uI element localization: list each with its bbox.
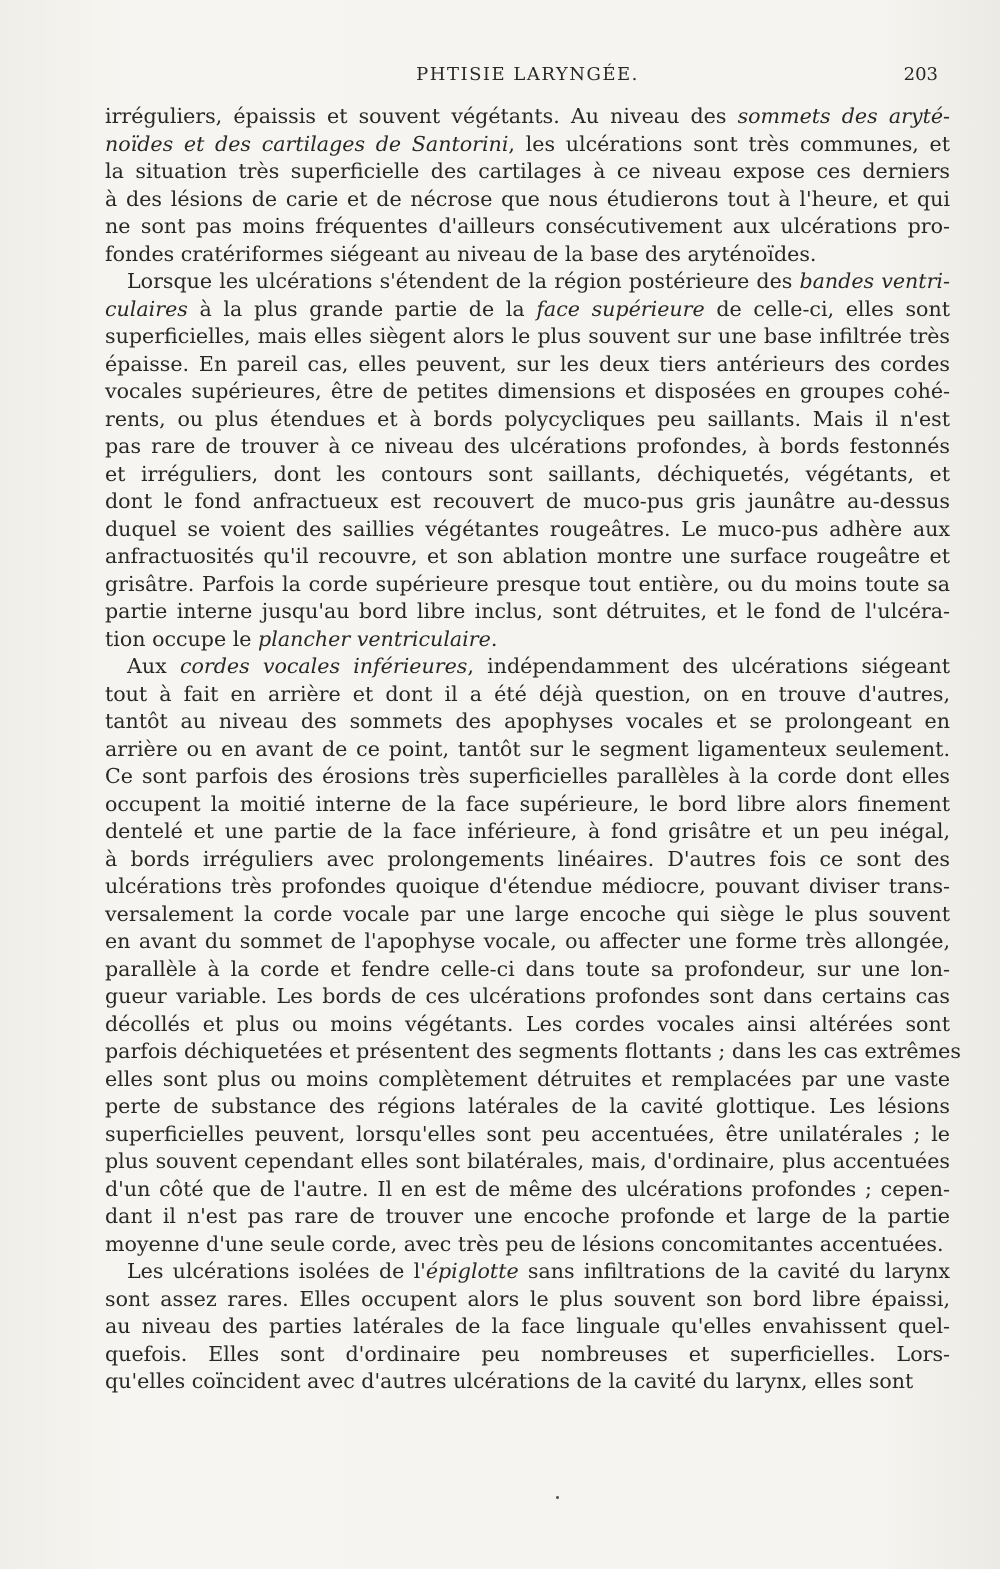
text-line: épaisse. En pareil cas, elles peuvent, sur les deux tiers antérieurs des cordes [105,351,950,376]
text-line: superficielles peuvent, lorsqu'elles sont peu accentuées, être unilatérales ; le [105,1121,950,1146]
text-line: occupent la moitié interne de la face supérieure, le bord libre alors finement [105,791,950,816]
text-line: superficielles, mais elles siègent alors le plus souvent sur une base infiltrée très [105,324,950,348]
text-line: Lorsque les ulcérations s'étendent de la région postérieure des bandes ventri- [127,269,950,293]
text-line: tout à fait en arrière et dont il a été déjà question, on en trouve d'autres, [105,681,950,706]
paragraph [105,653,961,1258]
text-line: Les ulcérations isolées de l'épiglotte sans infiltrations de la cavité du larynx [127,1259,950,1283]
text-line: plus souvent cependant elles sont bilatérales, mais, d'ordinaire, plus accentuées [105,1149,950,1173]
text-line: culaires à la plus grande partie de la face supérieure de celle-ci, elles sont [105,296,950,321]
text-line: fondes cratériformes siégeant au niveau de la base des aryténoïdes. [105,241,817,266]
text-line: partie interne jusqu'au bord libre inclus, sont détruites, et le fond de l'ulcéra- [105,599,950,623]
text-line: moyenne d'une seule corde, avec très peu de lésions concomitantes accentuées. [105,1231,944,1256]
running-title: PHTISIE LARYNGÉE. [416,64,639,85]
text-line: la situation très superficielle des cartilages à ce niveau expose ces derniers [105,159,950,183]
text-line: à des lésions de carie et de nécrose que nous étudierons tout à l'heure, et qui [105,186,950,211]
text-line: en avant du sommet de l'apophyse vocale, ou affecter une forme très allongée, [105,929,950,953]
paragraph [105,268,950,653]
text-line: à bords irréguliers avec prolongements linéaires. D'autres fois ce sont des [105,846,950,871]
text-line: ne sont pas moins fréquentes d'ailleurs consécutivement aux ulcérations pro- [105,214,950,238]
page-number: 203 [903,64,938,85]
text-line: gueur variable. Les bords de ces ulcérations profondes sont dans certains cas [105,984,950,1008]
text-line: quefois. Elles sont d'ordinaire peu nombreuses et superficielles. Lors- [105,1341,950,1366]
text-line: versalement la corde vocale par une large encoche qui siège le plus souvent [105,901,950,926]
text-line: anfractuosités qu'il recouvre, et son ablation montre une surface rougeâtre et [105,544,950,568]
text-line: au niveau des parties latérales de la face linguale qu'elles envahissent quel- [105,1314,950,1338]
running-head [105,64,950,94]
paragraph [105,1258,950,1396]
text-line: duquel se voient des saillies végétantes rougeâtres. Le muco-pus adhère aux [105,516,950,541]
paragraph [105,103,950,268]
text-line: tantôt au niveau des sommets des apophyses vocales et se prolongeant en [105,709,950,733]
text-line: Aux cordes vocales inférieures, indépendamment des ulcérations siégeant [127,654,950,678]
text-line: d'un côté que de l'autre. Il en est de même des ulcérations profondes ; cepen- [105,1176,950,1201]
text-line: irréguliers, épaissis et souvent végétants. Au niveau des sommets des aryté- [105,104,950,128]
text-line: tion occupe le plancher ventriculaire. [105,626,498,651]
text-line: dont le fond anfractueux est recouvert de muco-pus gris jaunâtre au-dessus [105,489,950,513]
text-line: perte de substance des régions latérales de la cavité glottique. Les lésions [105,1094,950,1118]
text-line: décollés et plus ou moins végétants. Les cordes vocales ainsi altérées sont [105,1011,950,1036]
text-line: et irréguliers, dont les contours sont saillants, déchiquetés, végétants, et [105,461,950,486]
text-line: noïdes et des cartilages de Santorini, les ulcérations sont très communes, et [105,131,950,156]
text-line: arrière ou en avant de ce point, tantôt sur le segment ligamenteux seulement. [105,736,950,761]
text-line: grisâtre. Parfois la corde supérieure presque tout entière, ou du moins toute sa [105,571,950,596]
text-line: vocales supérieures, être de petites dimensions et disposées en groupes cohé- [105,379,950,403]
text-line: Ce sont parfois des érosions très superficielles parallèles à la corde dont elles [105,764,950,788]
text-line: sont assez rares. Elles occupent alors le plus souvent son bord libre épaissi, [105,1286,950,1311]
text-line: parfois déchiquetées et présentent des segments flottants ; dans les cas extrêmes [105,1039,961,1063]
text-line: qu'elles coïncident avec d'autres ulcérations de la cavité du larynx, elles sont [105,1369,914,1393]
text-line: ulcérations très profondes quoique d'étendue médiocre, pouvant diviser trans- [105,874,950,898]
text-line: dant il n'est pas rare de trouver une encoche profonde et large de la partie [105,1204,950,1228]
body-text [105,103,961,1396]
print-speck [556,1496,559,1499]
text-line: parallèle à la corde et fendre celle-ci dans toute sa profondeur, sur une lon- [105,956,950,981]
text-line: rents, ou plus étendues et à bords polycycliques peu saillants. Mais il n'est [105,406,950,431]
text-line: elles sont plus ou moins complètement détruites et remplacées par une vaste [105,1066,950,1091]
text-line: pas rare de trouver à ce niveau des ulcérations profondes, à bords festonnés [105,434,950,458]
text-line: dentelé et une partie de la face inférieure, à fond grisâtre et un peu inégal, [105,819,950,843]
